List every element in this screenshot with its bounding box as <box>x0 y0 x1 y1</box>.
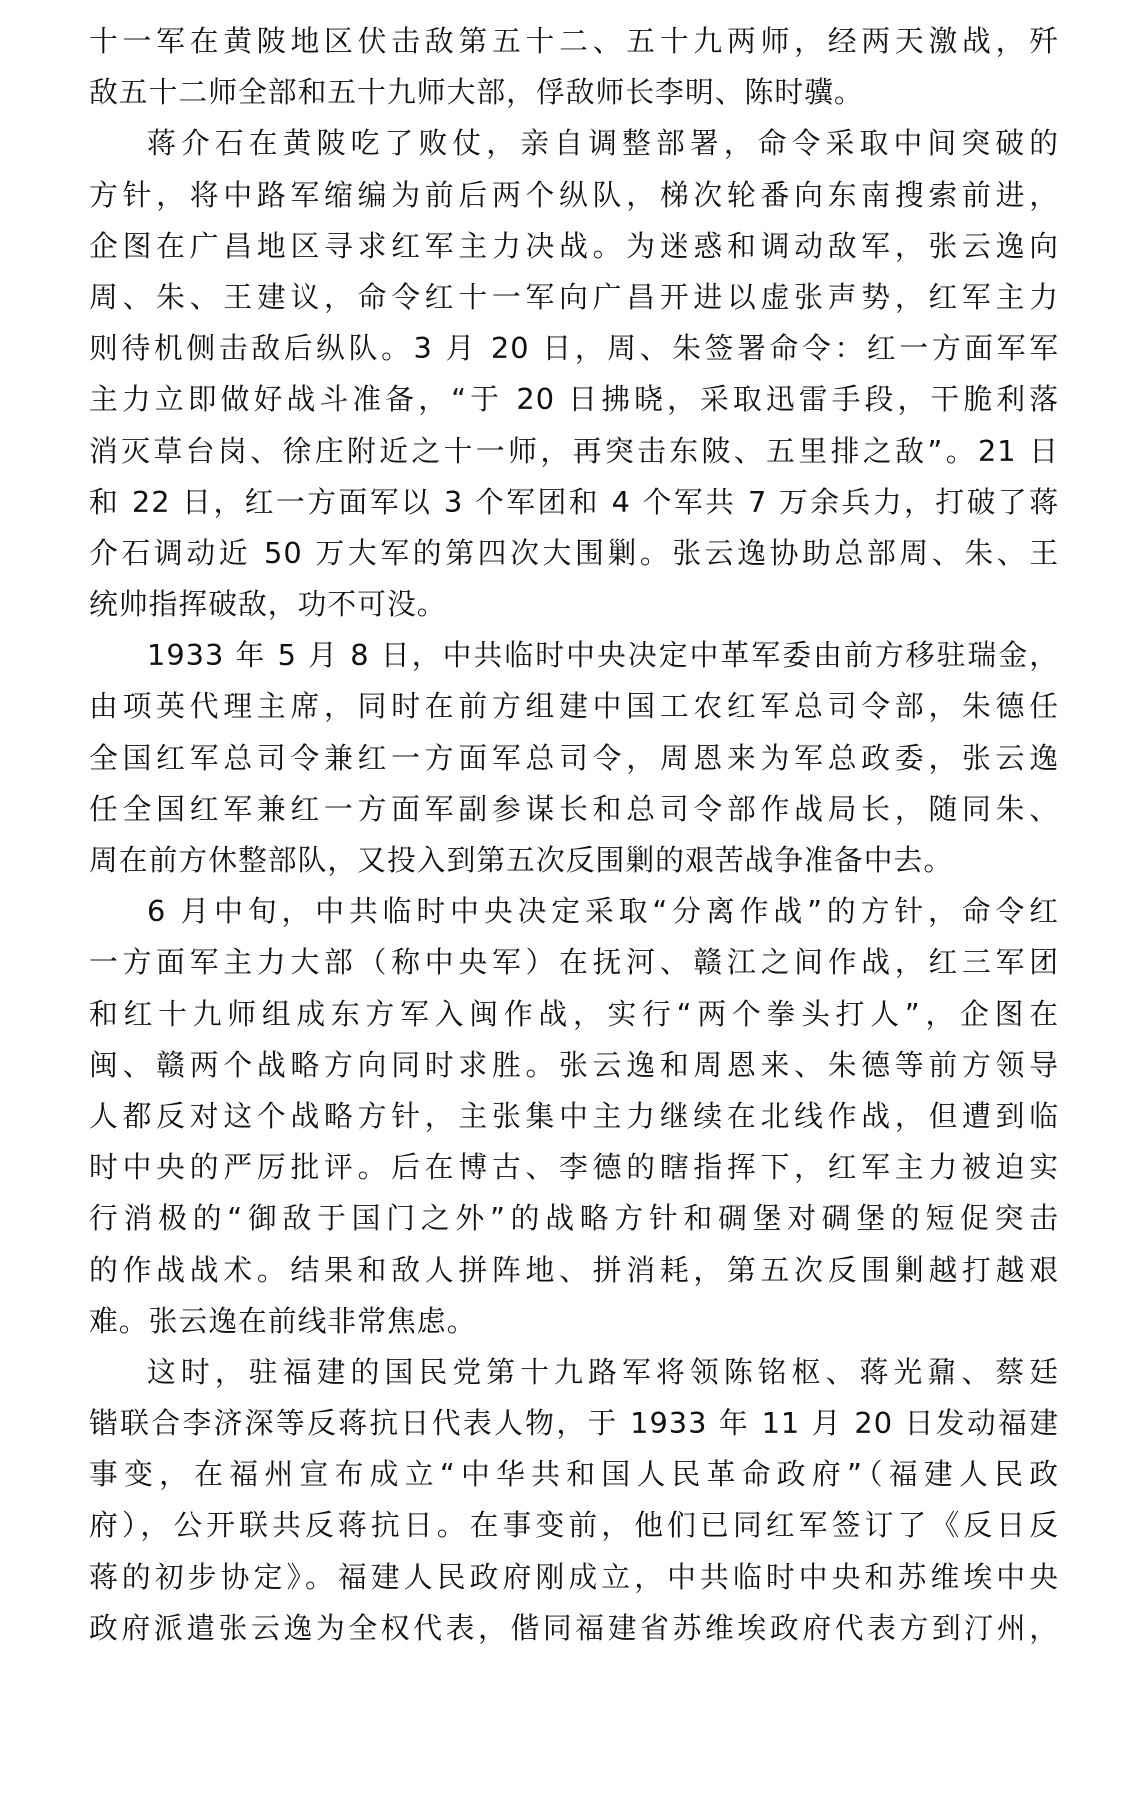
text-line: 消灭草台岗、徐庄附近之十一师，再突击东陂、五里排之敌”。21 日 <box>89 433 1059 468</box>
body-text <box>89 16 1059 1654</box>
text-line: 周、朱、王建议，命令红十一军向广昌开进以虚张声势，红军主力 <box>89 279 1059 314</box>
text-line: 由项英代理主席，同时在前方组建中国工农红军总司令部，朱德任 <box>89 689 1059 724</box>
text-line: 周在前方休整部队，又投入到第五次反围剿的艰苦战争准备中去。 <box>89 843 954 877</box>
text-line: 难。张云逸在前线非常焦虑。 <box>89 1303 477 1338</box>
text-line: 蒋的初步协定》。福建人民政府刚成立，中共临时中央和苏维埃中央 <box>89 1559 1059 1594</box>
text-line: 的作战战术。结果和敌人拼阵地、拼消耗，第五次反围剿越打越艰 <box>89 1252 1059 1287</box>
text-line: 和 22 日，红一方面军以 3 个军团和 4 个军共 7 万余兵力，打破了蒋 <box>89 484 1059 519</box>
text-line: 一方面军主力大部（称中央军）在抚河、赣江之间作战，红三军团 <box>89 945 1059 980</box>
text-line: 人都反对这个战略方针，主张集中主力继续在北线作战，但遭到临 <box>89 1098 1059 1133</box>
text-line: 锴联合李济深等反蒋抗日代表人物，于 1933 年 11 月 20 日发动福建 <box>89 1406 1059 1441</box>
text-line: 主力立即做好战斗准备，“于 20 日拂晓，采取迅雷手段，干脆利落 <box>89 382 1059 417</box>
text-line: 则待机侧击敌后纵队。3 月 20 日，周、朱签署命令：红一方面军军 <box>89 331 1059 366</box>
text-line: 政府派遣张云逸为全权代表，偕同福建省苏维埃政府代表方到汀州， <box>89 1610 1059 1645</box>
text-line: 行消极的“御敌于国门之外”的战略方针和碉堡对碉堡的短促突击 <box>89 1201 1059 1236</box>
paragraph-first-line: 1933 年 5 月 8 日，中共临时中央决定中革军委由前方移驻瑞金， <box>147 638 1059 673</box>
text-line: 府），公开联共反蒋抗日。在事变前，他们已同红军签订了《反日反 <box>89 1508 1059 1543</box>
text-line: 介石调动近 50 万大军的第四次大围剿。张云逸协助总部周、朱、王 <box>89 535 1059 570</box>
text-line: 全国红军总司令兼红一方面军总司令，周恩来为军总政委，张云逸 <box>89 740 1059 775</box>
text-line: 方针，将中路军缩编为前后两个纵队，梯次轮番向东南搜索前进， <box>89 177 1059 212</box>
text-line: 闽、赣两个战略方向同时求胜。张云逸和周恩来、朱德等前方领导 <box>89 1047 1059 1082</box>
text-line: 统帅指挥破敌，功不可没。 <box>89 587 447 622</box>
text-line: 任全国红军兼红一方面军副参谋长和总司令部作战局长，随同朱、 <box>89 791 1059 826</box>
text-line: 和红十九师组成东方军入闽作战，实行“两个拳头打人”，企图在 <box>89 996 1059 1031</box>
text-line: 十一军在黄陂地区伏击敌第五十二、五十九两师，经两天激战，歼 <box>89 24 1059 58</box>
text-line: 企图在广昌地区寻求红军主力决战。为迷惑和调动敌军，张云逸向 <box>89 228 1059 263</box>
text-line: 时中央的严厉批评。后在博古、李德的瞎指挥下，红军主力被迫实 <box>89 1150 1059 1185</box>
paragraph-first-line: 这时，驻福建的国民党第十九路军将领陈铭枢、蒋光鼐、蔡廷 <box>147 1354 1059 1389</box>
paragraph-first-line: 蒋介石在黄陂吃了败仗，亲自调整部署，命令采取中间突破的 <box>147 126 1059 161</box>
text-line: 事变，在福州宣布成立“中华共和国人民革命政府”（福建人民政 <box>89 1457 1059 1492</box>
paragraph-first-line: 6 月中旬，中共临时中央决定采取“分离作战”的方针，命令红 <box>147 894 1059 929</box>
text-line: 敌五十二师全部和五十九师大部，俘敌师长李明、陈时骥。 <box>89 75 864 110</box>
